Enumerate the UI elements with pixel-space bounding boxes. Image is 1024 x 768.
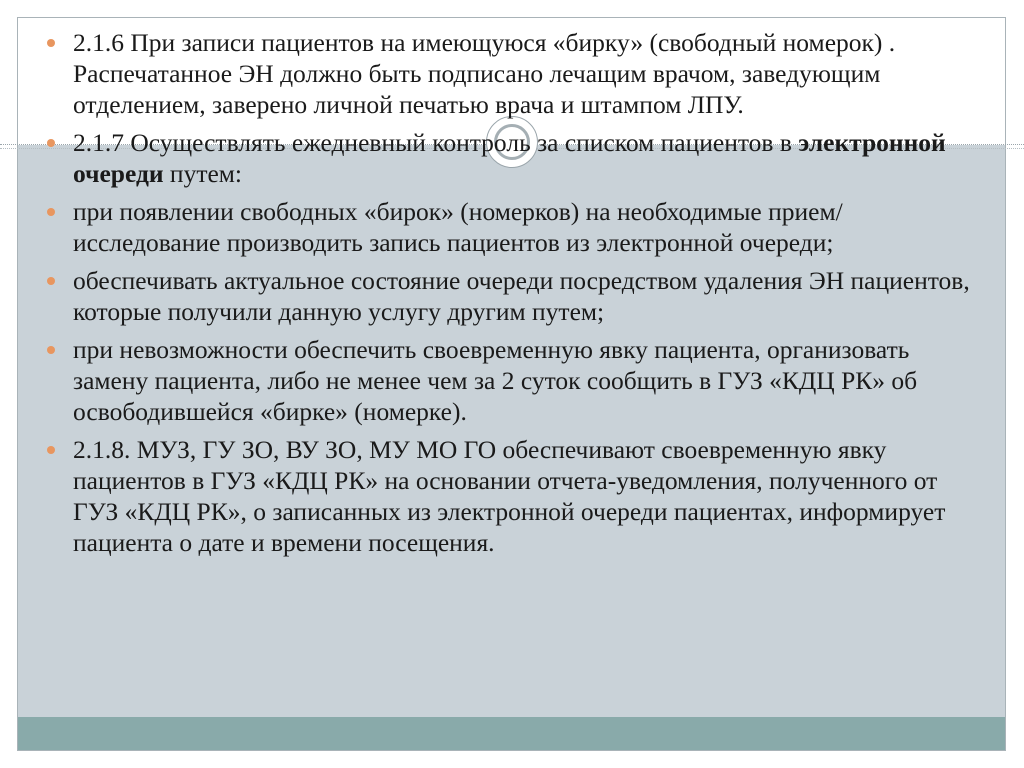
bullet-item-5: [44, 334, 984, 427]
bullet-item-1: [44, 27, 984, 120]
bullet-text: при появлении свободных «бирок» (номерков) на необходимые прием/исследование производить запись пациентов из электронной очереди;: [73, 197, 843, 257]
bullet-text-bold: электронной очереди: [73, 128, 946, 188]
bullet-text: 2.1.8. МУЗ, ГУ ЗО, ВУ ЗО, МУ МО ГО обеспечивают своевременную явку пациентов в ГУЗ «КДЦ РК» на основании отчета-уведомления, полученного от ГУЗ «КДЦ РК», о записанных из электронной очереди пациентах, информирует пациента о дате и времени посещения.: [73, 435, 946, 557]
bullet-text: обеспечивать актуальное состояние очереди посредством удаления ЭН пациентов, которые получили данную услугу другим путем;: [73, 266, 970, 326]
bullet-text-after: путем:: [163, 159, 243, 188]
bullet-text: при невозможности обеспечить своевременную явку пациента, организовать замену пациента, либо не менее чем за 2 суток сообщить в ГУЗ «КДЦ РК» об освободившейся «бирке» (номерке).: [73, 335, 918, 426]
bullet-list: [44, 27, 984, 565]
bullet-item-3: [44, 196, 984, 258]
bullet-text: 2.1.6 При записи пациентов на имеющуюся «бирку» (свободный номерок) . Распечатанное ЭН должно быть подписано лечащим врачом, заведующим отделением, заверено личной печатью врача и штампом ЛПУ.: [73, 28, 896, 119]
bullet-item-4: [44, 265, 984, 327]
bullet-text-before: 2.1.7 Осуществлять ежедневный контроль за списком пациентов в: [73, 128, 799, 157]
bullet-item-2: [44, 127, 984, 189]
footer-band: [18, 717, 1005, 751]
bullet-item-6: [44, 434, 984, 558]
